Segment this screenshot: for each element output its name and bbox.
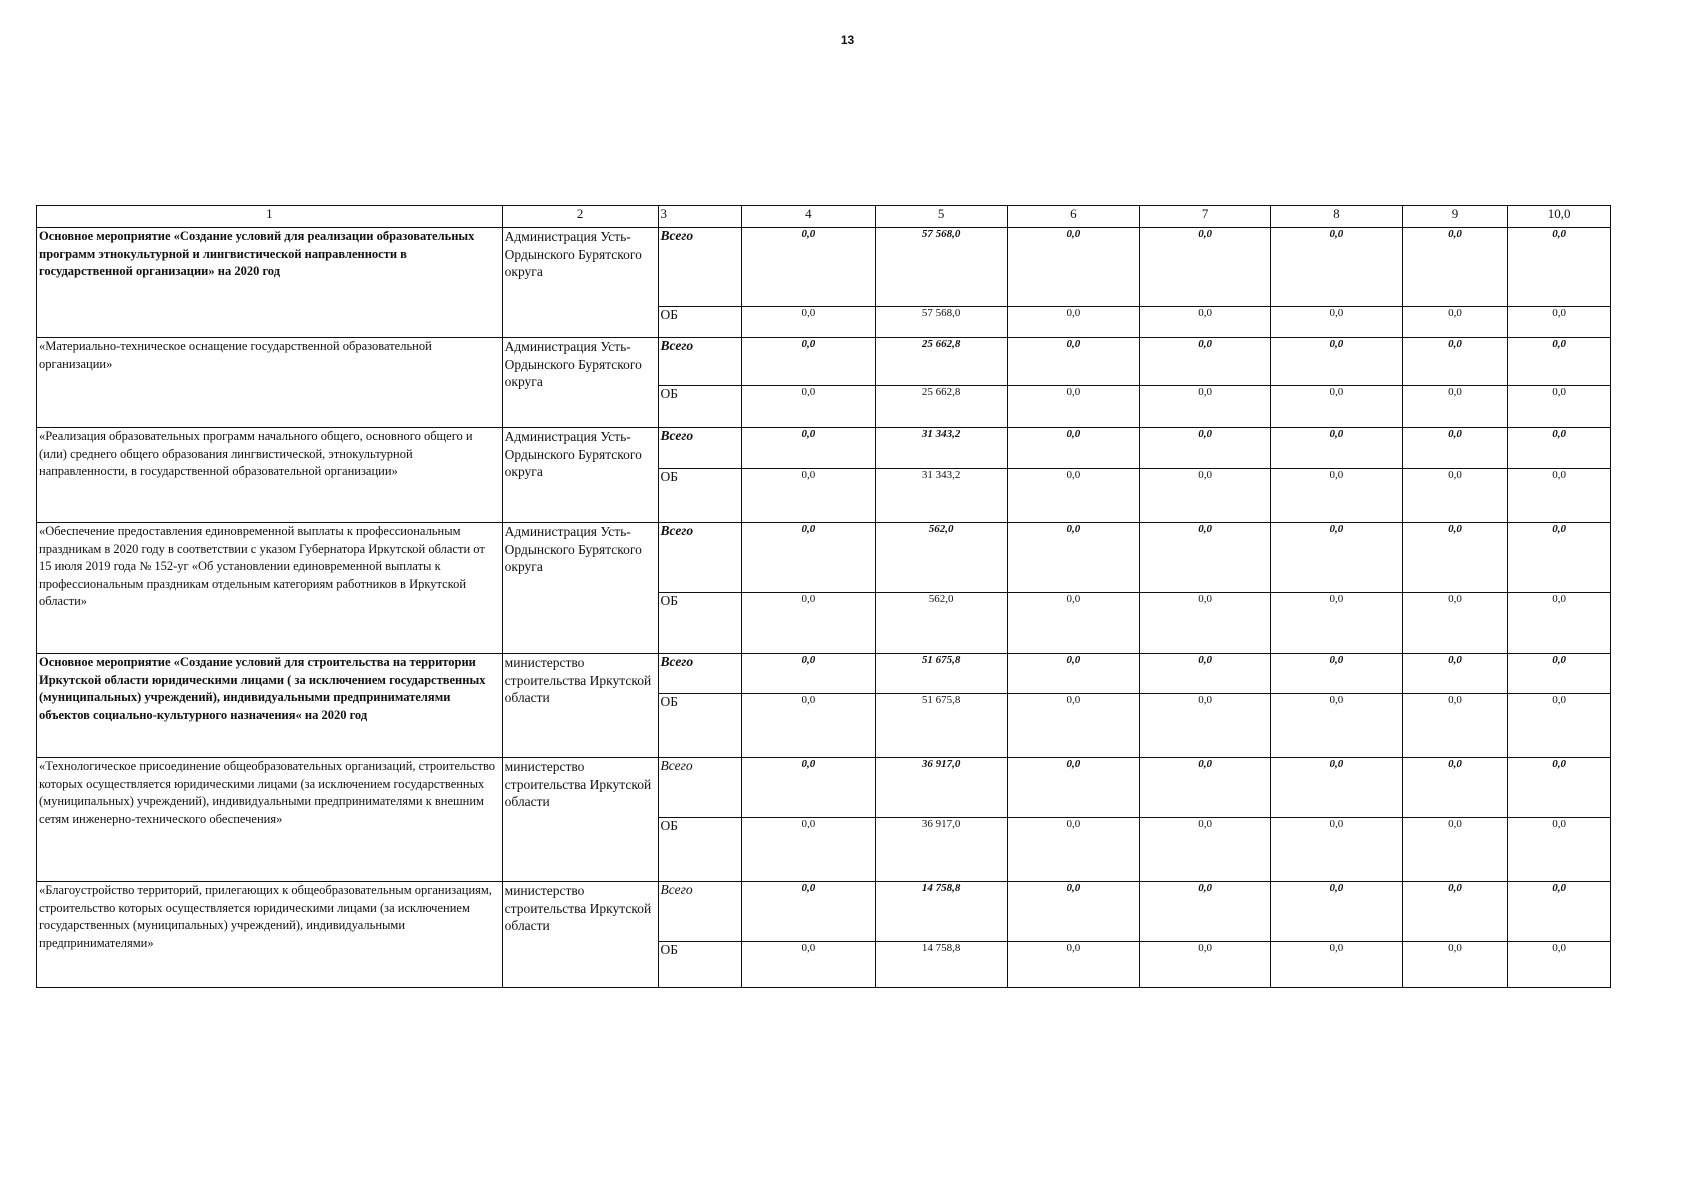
value-cell: 0,0 [742,428,876,469]
value-cell: 0,0 [1140,228,1271,307]
value-cell: 0,0 [1271,228,1403,307]
value-cell: 0,0 [1007,338,1140,386]
table-row-total [37,228,1611,307]
value-cell: 0,0 [1402,694,1508,758]
value-cell: 0,0 [1140,307,1271,338]
value-cell: 0,0 [1402,758,1508,818]
value-cell: 51 675,8 [875,694,1007,758]
value-cell: 0,0 [742,338,876,386]
value-cell: 0,0 [1271,942,1403,988]
value-cell: 0,0 [1271,523,1403,593]
value-cell: 0,0 [1140,593,1271,654]
value-cell: 0,0 [1402,307,1508,338]
source-ob-label: ОБ [658,469,741,523]
value-cell: 0,0 [742,523,876,593]
activity-name: «Благоустройство территорий, прилегающих к общеобразовательным организациям, строительство которых осуществляется юридическими лицами (за исключением государственных (муниципальных) учреждений), индивидуальными предпринимателями» [37,882,503,988]
value-cell: 0,0 [1402,942,1508,988]
value-cell: 0,0 [1007,386,1140,428]
value-cell: 0,0 [1508,694,1611,758]
value-cell: 0,0 [1007,654,1140,694]
source-total-label: Всего [658,654,741,694]
value-cell: 0,0 [742,593,876,654]
value-cell: 0,0 [1402,386,1508,428]
value-cell: 0,0 [1007,758,1140,818]
value-cell: 562,0 [875,523,1007,593]
value-cell: 31 343,2 [875,469,1007,523]
value-cell: 0,0 [1271,818,1403,882]
value-cell: 0,0 [1007,942,1140,988]
header-col-4: 4 [742,206,876,228]
value-cell: 0,0 [1140,758,1271,818]
value-cell: 0,0 [1007,818,1140,882]
value-cell: 0,0 [1007,428,1140,469]
value-cell: 0,0 [742,882,876,942]
activity-name: «Обеспечение предоставления единовременной выплаты к профессиональным праздникам в 2020 году в соответствии с указом Губернатора Иркутской области от 15 июля 2019 года № 152-уг «Об установлении единовременной выплаты к профессиональным праздникам отдельным категориям работников в Иркутской области» [37,523,503,654]
value-cell: 0,0 [1140,654,1271,694]
value-cell: 0,0 [1007,228,1140,307]
value-cell: 0,0 [1140,818,1271,882]
header-col-10: 10,0 [1508,206,1611,228]
value-cell: 0,0 [1140,882,1271,942]
executor: Администрация Усть-Ордынского Бурятского округа [502,228,658,338]
activity-name: «Материально-техническое оснащение государственной образовательной организации» [37,338,503,428]
value-cell: 0,0 [742,654,876,694]
executor: министерство строительства Иркутской области [502,758,658,882]
value-cell: 31 343,2 [875,428,1007,469]
value-cell: 0,0 [1271,882,1403,942]
value-cell: 0,0 [1508,228,1611,307]
source-total-label: Всего [658,758,741,818]
value-cell: 36 917,0 [875,758,1007,818]
value-cell: 0,0 [1140,338,1271,386]
value-cell: 0,0 [1508,338,1611,386]
value-cell: 0,0 [1007,523,1140,593]
value-cell: 0,0 [1007,469,1140,523]
value-cell: 0,0 [1140,386,1271,428]
value-cell: 562,0 [875,593,1007,654]
source-ob-label: ОБ [658,942,741,988]
source-ob-label: ОБ [658,593,741,654]
value-cell: 0,0 [1508,523,1611,593]
value-cell: 51 675,8 [875,654,1007,694]
executor: министерство строительства Иркутской области [502,882,658,988]
budget-table [36,205,1611,988]
value-cell: 0,0 [1508,469,1611,523]
value-cell: 0,0 [1271,338,1403,386]
header-col-2: 2 [502,206,658,228]
activity-name: «Технологическое присоединение общеобразовательных организаций, строительство которых осуществляется юридическими лицами (за исключением государственных (муниципальных) учреждений), индивидуальными предпринимателями к внешним сетям инженерно-технического обеспечения» [37,758,503,882]
executor: министерство строительства Иркутской области [502,654,658,758]
activity-name: Основное мероприятие «Создание условий для строительства на территории Иркутской области юридическими лицами ( за исключением государственных (муниципальных) учреждений), индивидуальными предпринимателями объектов социально-культурного назначения« на 2020 год [37,654,503,758]
table-row-total [37,758,1611,818]
value-cell: 0,0 [1140,469,1271,523]
source-total-label: Всего [658,338,741,386]
value-cell: 0,0 [1271,307,1403,338]
value-cell: 36 917,0 [875,818,1007,882]
source-total-label: Всего [658,882,741,942]
value-cell: 0,0 [1007,694,1140,758]
table-row-total [37,428,1611,469]
value-cell: 0,0 [1508,882,1611,942]
value-cell: 0,0 [1508,307,1611,338]
value-cell: 0,0 [1508,428,1611,469]
value-cell: 0,0 [1402,523,1508,593]
value-cell: 0,0 [1271,386,1403,428]
value-cell: 0,0 [742,942,876,988]
activity-name: Основное мероприятие «Создание условий для реализации образовательных программ этнокультурной и лингвистической направленности в государственной организации» на 2020 год [37,228,503,338]
header-col-6: 6 [1007,206,1140,228]
value-cell: 0,0 [1007,882,1140,942]
value-cell: 0,0 [742,228,876,307]
value-cell: 0,0 [1140,428,1271,469]
value-cell: 0,0 [1402,469,1508,523]
header-col-1: 1 [37,206,503,228]
table-row-total [37,654,1611,694]
header-col-8: 8 [1271,206,1403,228]
source-total-label: Всего [658,428,741,469]
value-cell: 0,0 [1402,654,1508,694]
value-cell: 0,0 [1271,469,1403,523]
value-cell: 0,0 [1402,882,1508,942]
value-cell: 0,0 [1508,654,1611,694]
value-cell: 0,0 [1402,428,1508,469]
value-cell: 14 758,8 [875,882,1007,942]
source-ob-label: ОБ [658,818,741,882]
activity-name: «Реализация образовательных программ начального общего, основного общего и (или) среднего общего образования лингвистической, этнокультурной направленности, в государственной образовательной организации» [37,428,503,523]
header-col-3: 3 [658,206,741,228]
value-cell: 14 758,8 [875,942,1007,988]
value-cell: 0,0 [742,469,876,523]
value-cell: 0,0 [1271,428,1403,469]
value-cell: 0,0 [1508,942,1611,988]
value-cell: 0,0 [742,818,876,882]
page-number: 13 [840,33,855,47]
value-cell: 0,0 [742,386,876,428]
source-ob-label: ОБ [658,307,741,338]
header-col-5: 5 [875,206,1007,228]
value-cell: 0,0 [1508,818,1611,882]
value-cell: 0,0 [1271,654,1403,694]
value-cell: 57 568,0 [875,228,1007,307]
value-cell: 25 662,8 [875,386,1007,428]
value-cell: 0,0 [1508,758,1611,818]
value-cell: 0,0 [1271,758,1403,818]
executor: Администрация Усть-Ордынского Бурятского округа [502,338,658,428]
header-row [37,206,1611,228]
value-cell: 0,0 [1508,386,1611,428]
value-cell: 0,0 [1402,228,1508,307]
value-cell: 0,0 [1140,523,1271,593]
table-row-total [37,882,1611,942]
source-total-label: Всего [658,228,741,307]
value-cell: 25 662,8 [875,338,1007,386]
value-cell: 0,0 [1402,818,1508,882]
table-row-total [37,338,1611,386]
value-cell: 0,0 [1140,942,1271,988]
source-total-label: Всего [658,523,741,593]
value-cell: 0,0 [742,307,876,338]
value-cell: 0,0 [742,694,876,758]
source-ob-label: ОБ [658,694,741,758]
executor: Администрация Усть-Ордынского Бурятского округа [502,428,658,523]
value-cell: 0,0 [1271,593,1403,654]
value-cell: 0,0 [1402,593,1508,654]
value-cell: 0,0 [1402,338,1508,386]
value-cell: 0,0 [1007,593,1140,654]
value-cell: 0,0 [1271,694,1403,758]
table-row-total [37,523,1611,593]
executor: Администрация Усть-Ордынского Бурятского округа [502,523,658,654]
source-ob-label: ОБ [658,386,741,428]
value-cell: 0,0 [1007,307,1140,338]
header-col-7: 7 [1140,206,1271,228]
value-cell: 0,0 [1508,593,1611,654]
value-cell: 0,0 [1140,694,1271,758]
value-cell: 0,0 [742,758,876,818]
header-col-9: 9 [1402,206,1508,228]
value-cell: 57 568,0 [875,307,1007,338]
